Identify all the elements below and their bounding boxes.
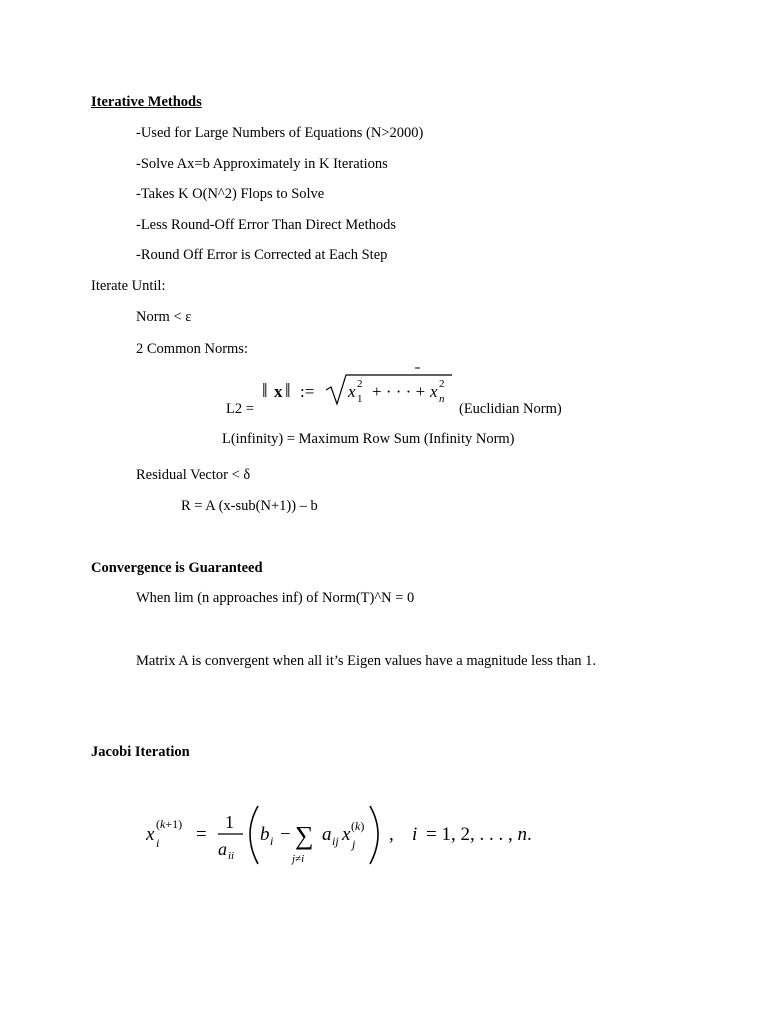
svg-text:i: i: [270, 834, 274, 848]
svg-text:2: 2: [357, 378, 363, 390]
heading-jacobi: Jacobi Iteration: [91, 744, 190, 760]
residual-formula: R = A (x-sub(N+1)) – b: [181, 498, 318, 514]
l2-label: L2 =: [226, 401, 254, 417]
residual-condition: Residual Vector < δ: [136, 467, 251, 483]
iterate-until-label: Iterate Until:: [91, 278, 166, 294]
svg-text::=: :=: [300, 382, 315, 401]
svg-text:,: ,: [389, 824, 394, 845]
matrix-convergent-line: Matrix A is convergent when all it’s Eigen values have a magnitude less than 1.: [136, 653, 597, 669]
svg-text:x: x: [274, 382, 283, 401]
svg-text:x: x: [430, 382, 438, 401]
bullet-5: -Round Off Error is Corrected at Each Step: [136, 247, 388, 263]
svg-text:=: =: [196, 824, 207, 845]
l2-norm-formula: [262, 372, 454, 408]
bullet-4: -Less Round-Off Error Than Direct Methods: [136, 217, 397, 233]
svg-text:n: n: [439, 393, 445, 405]
common-norms-label: 2 Common Norms:: [136, 341, 248, 357]
heading-convergence: Convergence is Guaranteed: [91, 560, 263, 576]
svg-text:ij: ij: [332, 834, 339, 848]
svg-text:+ · · · +: + · · · +: [372, 382, 426, 401]
heading-iterative-methods: Iterative Methods: [91, 94, 202, 110]
svg-text:i: i: [156, 836, 160, 850]
svg-text:(k+1): (k+1): [156, 817, 183, 831]
svg-text:2: 2: [439, 378, 445, 390]
norm-condition: Norm < ε: [136, 309, 192, 325]
svg-text:j≠i: j≠i: [292, 853, 305, 865]
svg-text:−: −: [280, 824, 291, 845]
svg-text:x: x: [342, 824, 351, 845]
svg-text:(k): (k): [351, 819, 365, 833]
svg-text:= 1, 2, . . . , n.: = 1, 2, . . . , n.: [426, 824, 532, 845]
svg-text:1: 1: [357, 393, 363, 405]
svg-text:‖: ‖: [285, 380, 291, 402]
stray-dash-mark: [414, 366, 422, 370]
svg-text:j: j: [352, 837, 356, 851]
svg-text:ii: ii: [228, 850, 235, 862]
svg-text:‖: ‖: [262, 380, 268, 402]
svg-text:i: i: [412, 824, 418, 845]
svg-text:a: a: [322, 824, 332, 845]
bullet-2: -Solve Ax=b Approximately in K Iterations: [136, 156, 388, 172]
svg-text:x: x: [146, 824, 155, 845]
svg-text:a: a: [218, 839, 227, 859]
svg-text:x: x: [348, 382, 356, 401]
bullet-1: -Used for Large Numbers of Equations (N>2000): [136, 125, 424, 141]
svg-text:1: 1: [225, 812, 234, 832]
jacobi-formula: [146, 800, 536, 870]
bullet-3: -Takes K O(N^2) Flops to Solve: [136, 186, 325, 202]
infinity-norm-line: L(infinity) = Maximum Row Sum (Infinity Norm): [222, 431, 515, 447]
convergence-limit-line: When lim (n approaches inf) of Norm(T)^N = 0: [136, 590, 415, 606]
svg-text:b: b: [260, 824, 270, 845]
svg-text:∑: ∑: [295, 821, 314, 850]
euclidean-norm-note: (Euclidian Norm): [459, 401, 562, 417]
